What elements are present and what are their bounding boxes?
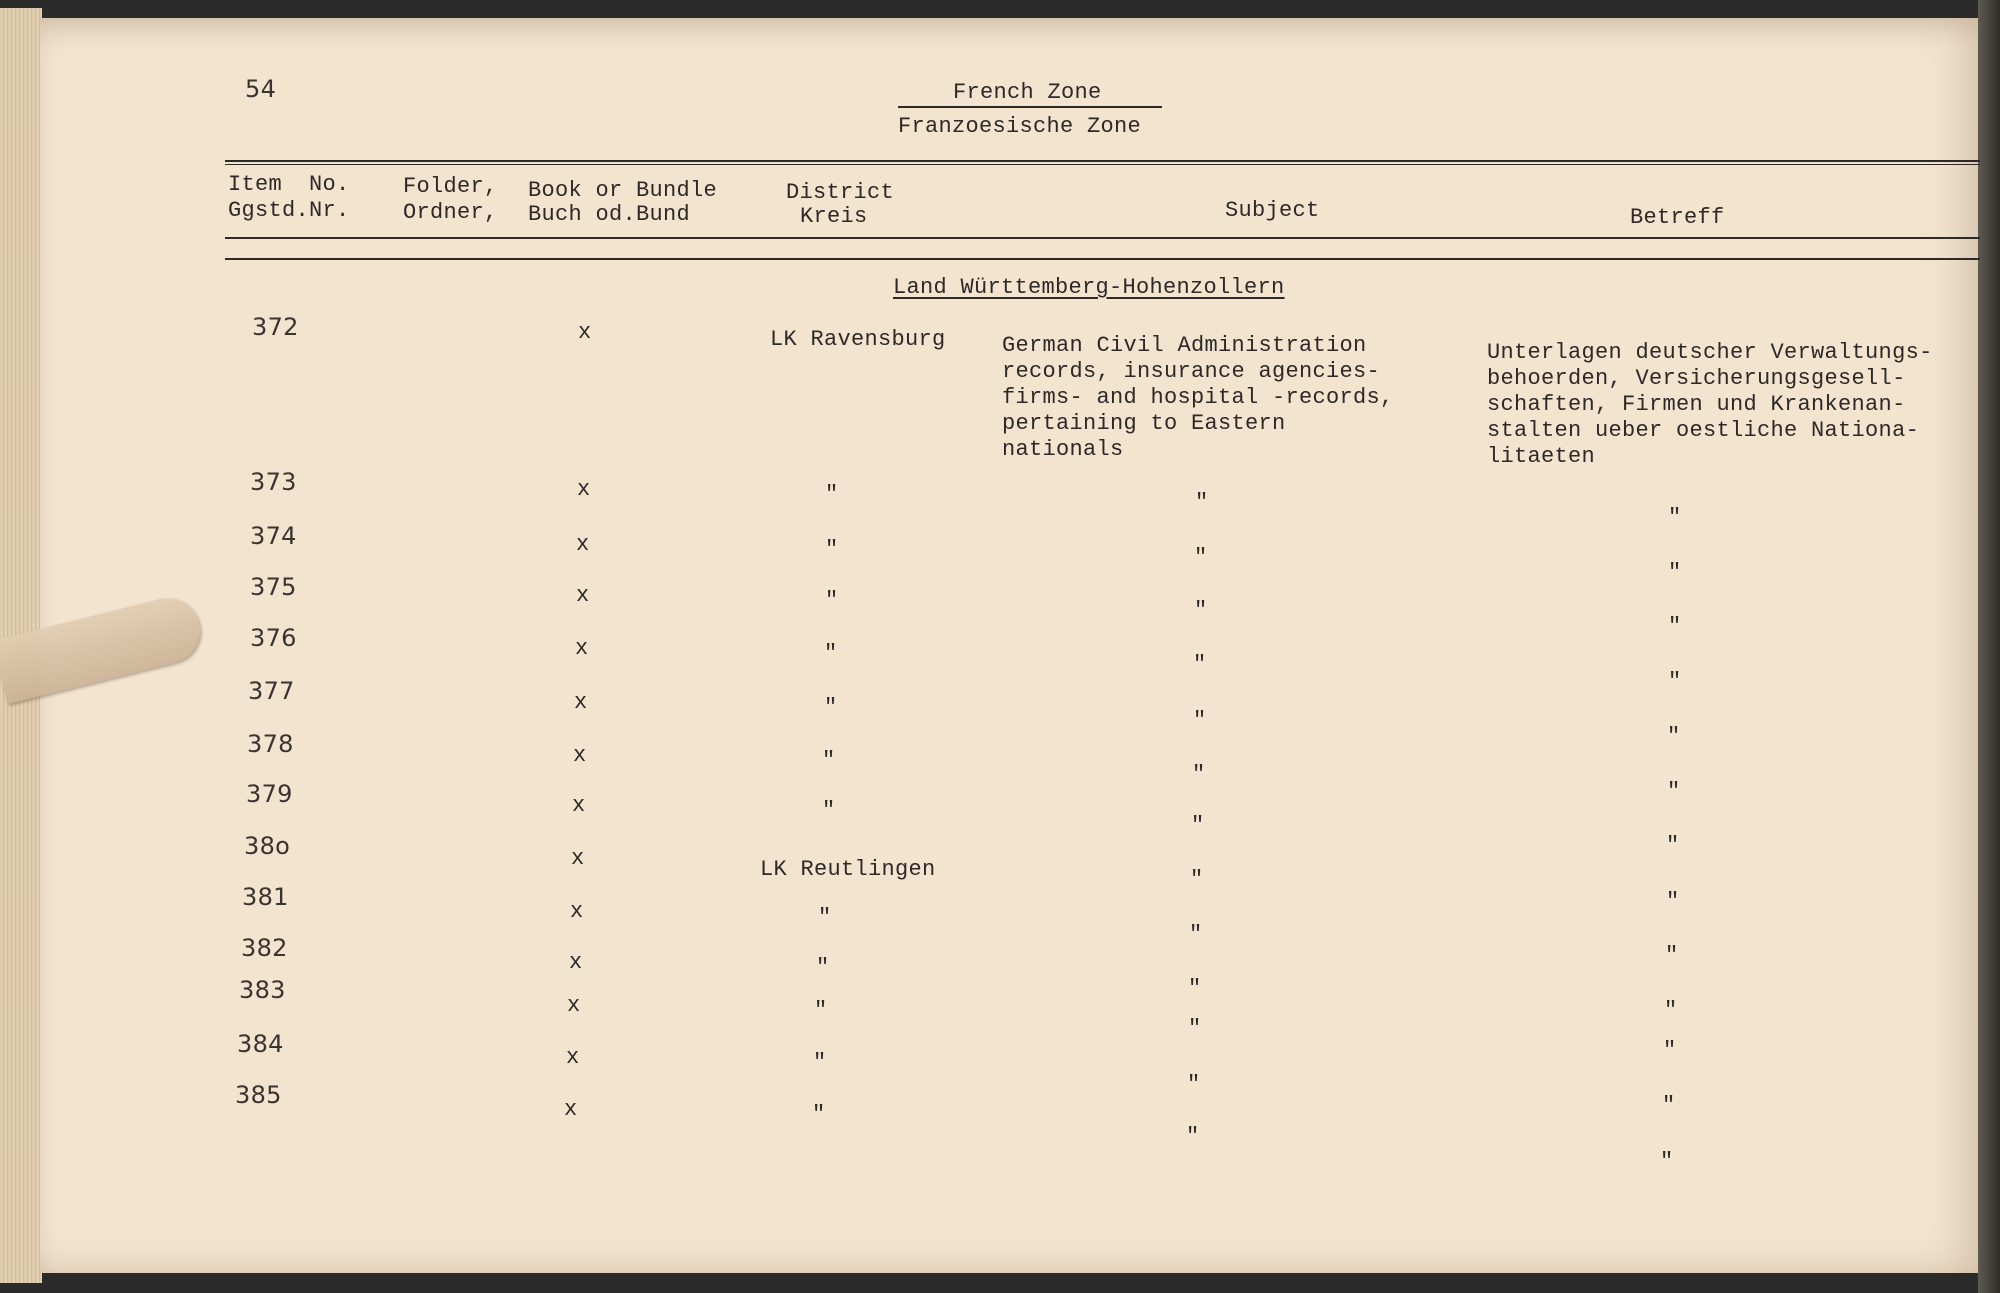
betreff-ditto: " xyxy=(1660,1149,1674,1174)
column-header-folder-line2: Ordner, xyxy=(403,200,498,225)
subject-ditto: " xyxy=(1188,1016,1202,1041)
betreff-text: Unterlagen deutscher Verwaltungs- behoerden, Versicherungsgesell- schaften, Firmen und Krankenan- stalten ueber oestliche Nationa- litaeten xyxy=(1487,340,1933,469)
header-top-rule xyxy=(225,160,1980,162)
district-ditto: " xyxy=(818,905,832,930)
subject-ditto: " xyxy=(1193,708,1207,733)
district-ditto: " xyxy=(824,695,838,720)
item-number: 381 xyxy=(242,883,289,911)
subject-ditto: " xyxy=(1190,867,1204,892)
book-mark: x xyxy=(576,583,590,608)
column-header-betreff: Betreff xyxy=(1630,205,1725,230)
book-mark: x xyxy=(566,1045,580,1070)
item-number: 376 xyxy=(250,624,297,652)
item-number: 384 xyxy=(237,1030,284,1058)
item-number: 372 xyxy=(252,313,299,341)
betreff-ditto: " xyxy=(1668,505,1682,530)
subject-ditto: " xyxy=(1193,652,1207,677)
column-header-district-line1: District xyxy=(786,180,895,205)
column-header-folder-line1: Folder, xyxy=(403,174,498,199)
district-ditto: " xyxy=(814,998,828,1023)
subject-ditto: " xyxy=(1192,762,1206,787)
page-subtitle: Franzoesische Zone xyxy=(898,114,1142,139)
book-mark: x xyxy=(577,477,591,502)
item-number: 377 xyxy=(248,677,295,705)
item-number: 379 xyxy=(246,780,293,808)
item-number: 382 xyxy=(241,934,288,962)
subject-ditto: " xyxy=(1188,976,1202,1001)
betreff-ditto: " xyxy=(1668,669,1682,694)
book-mark: x xyxy=(573,743,587,768)
column-header-item-line2: Ggstd.Nr. xyxy=(228,198,350,223)
district-reutlingen: LK Reutlingen xyxy=(760,857,936,882)
betreff-ditto: " xyxy=(1668,614,1682,639)
betreff-ditto: " xyxy=(1667,724,1681,749)
page-title: French Zone xyxy=(953,80,1102,105)
book-mark: x xyxy=(576,532,590,557)
book-mark: x xyxy=(572,793,586,818)
district-ditto: " xyxy=(813,1050,827,1075)
district-ravensburg: LK Ravensburg xyxy=(770,327,946,352)
district-ditto: " xyxy=(825,537,839,562)
page-number: 54 xyxy=(245,75,277,103)
book-mark: x xyxy=(578,320,592,345)
betreff-ditto: " xyxy=(1666,889,1680,914)
item-number: 374 xyxy=(250,522,297,550)
subject-ditto: " xyxy=(1194,598,1208,623)
binding-shadow xyxy=(1978,0,2000,1293)
header-bottom-rule xyxy=(225,258,1980,260)
district-ditto: " xyxy=(816,955,830,980)
district-ditto: " xyxy=(825,482,839,507)
book-mark: x xyxy=(570,899,584,924)
item-number: 373 xyxy=(250,468,297,496)
column-header-book-line2: Buch od.Bund xyxy=(528,202,691,227)
subject-ditto: " xyxy=(1189,922,1203,947)
betreff-ditto: " xyxy=(1668,560,1682,585)
column-header-subject: Subject xyxy=(1225,198,1320,223)
betreff-ditto: " xyxy=(1665,943,1679,968)
book-mark: x xyxy=(571,846,585,871)
header-top-rule-2 xyxy=(225,164,1980,165)
item-number: 378 xyxy=(247,730,294,758)
subject-ditto: " xyxy=(1186,1124,1200,1149)
item-number: 383 xyxy=(239,976,286,1004)
betreff-ditto: " xyxy=(1663,1038,1677,1063)
column-header-district-line2: Kreis xyxy=(800,204,868,229)
subject-ditto: " xyxy=(1195,490,1209,515)
book-mark: x xyxy=(569,950,583,975)
book-mark: x xyxy=(564,1097,578,1122)
district-ditto: " xyxy=(822,798,836,823)
item-number: 38o xyxy=(244,832,291,860)
item-number: 375 xyxy=(250,573,297,601)
district-ditto: " xyxy=(822,748,836,773)
subject-ditto: " xyxy=(1194,545,1208,570)
column-header-item-line1: Item No. xyxy=(228,172,350,197)
betreff-ditto: " xyxy=(1664,998,1678,1023)
title-underline xyxy=(898,106,1162,108)
item-number: 385 xyxy=(235,1081,282,1109)
betreff-ditto: " xyxy=(1667,779,1681,804)
district-ditto: " xyxy=(824,641,838,666)
betreff-ditto: " xyxy=(1662,1093,1676,1118)
column-header-book-line1: Book or Bundle xyxy=(528,178,718,203)
subject-ditto: " xyxy=(1191,813,1205,838)
book-mark: x xyxy=(567,993,581,1018)
book-mark: x xyxy=(575,636,589,661)
header-mid-rule xyxy=(225,237,1980,239)
district-ditto: " xyxy=(812,1102,826,1127)
district-ditto: " xyxy=(825,588,839,613)
section-heading: Land Württemberg-Hohenzollern xyxy=(893,275,1285,300)
betreff-ditto: " xyxy=(1666,833,1680,858)
subject-ditto: " xyxy=(1187,1072,1201,1097)
book-mark: x xyxy=(574,690,588,715)
subject-text: German Civil Administration records, insurance agencies- firms- and hospital -records, pertaining to Eastern nationals xyxy=(1002,333,1394,462)
